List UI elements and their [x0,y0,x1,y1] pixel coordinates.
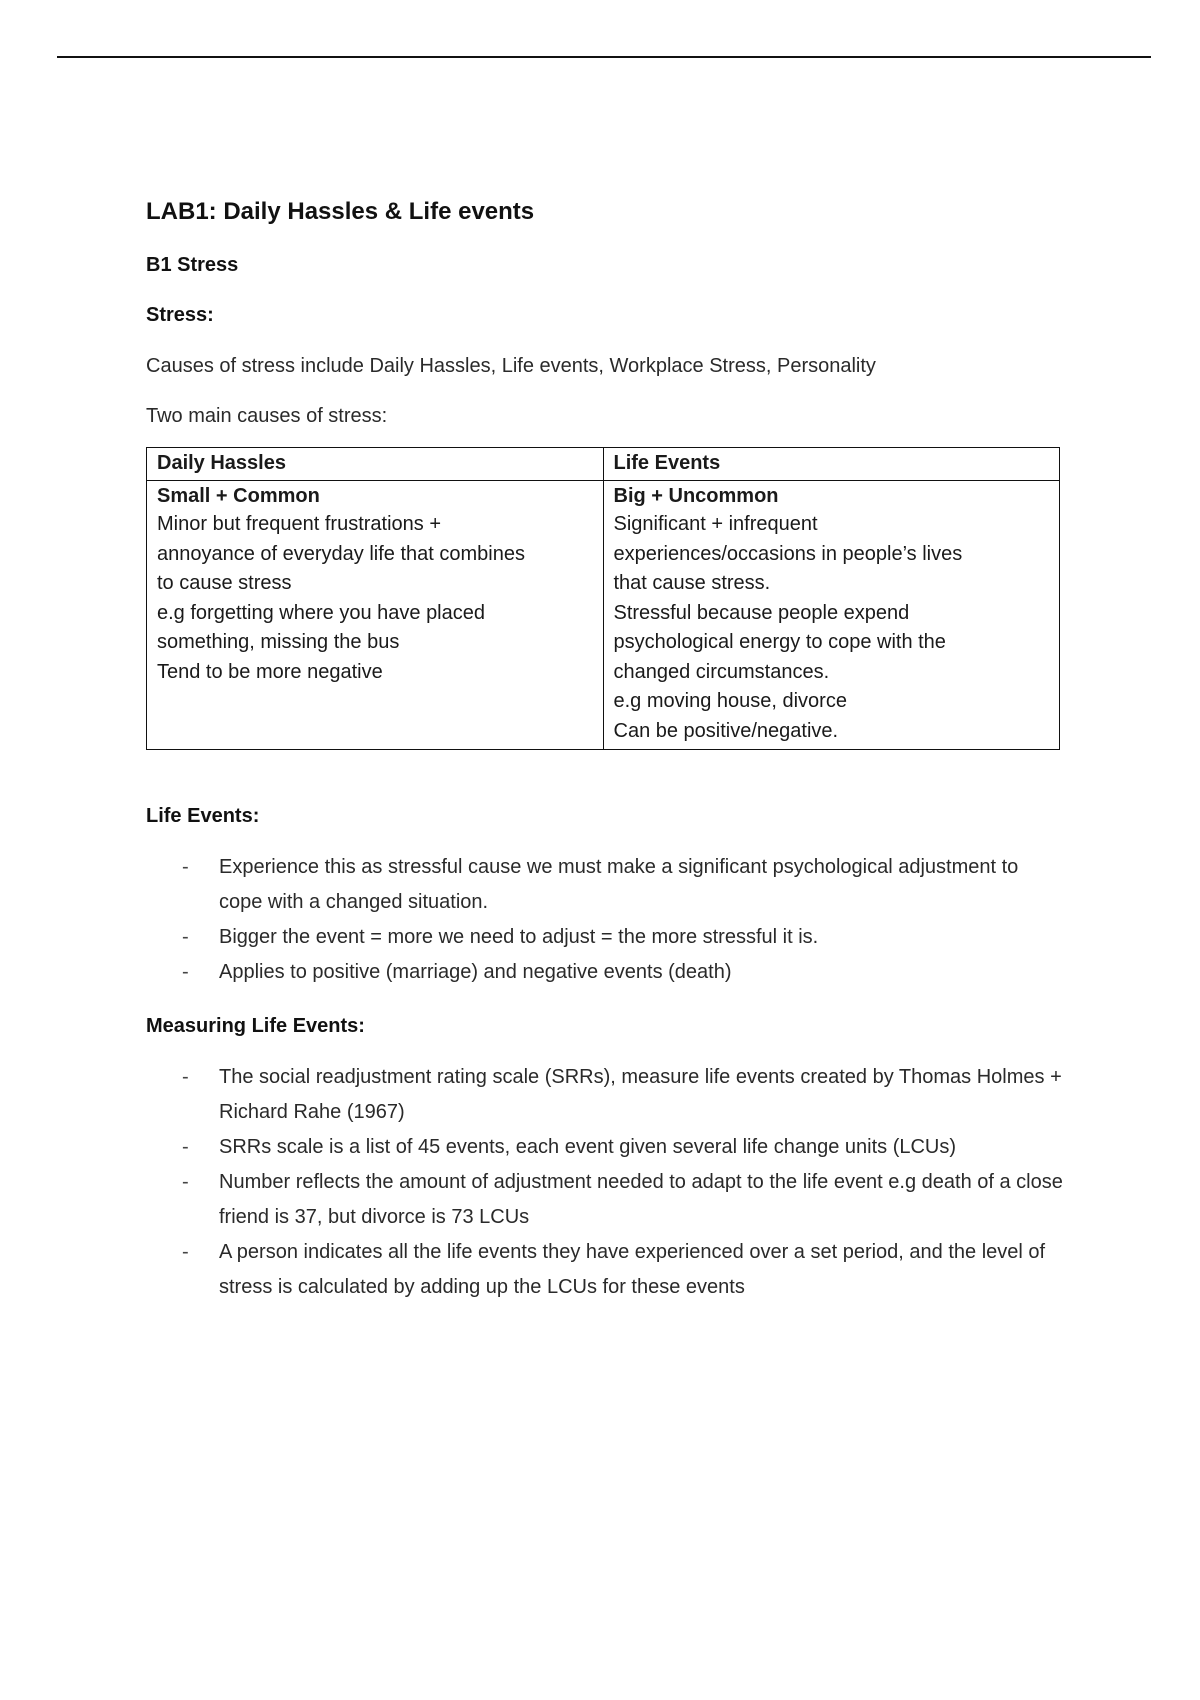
header-daily-hassles: Daily Hassles [147,448,604,481]
measuring-list [146,1060,1066,1305]
cell-line: annoyance of everyday life that combines [157,542,525,565]
list-item [146,1130,1066,1165]
cell-line: changed circumstances. [613,660,830,683]
dash-bullet: - [182,1136,189,1158]
cell-line: to cause stress [157,572,292,594]
cell-line: Stressful because people expend [613,601,910,624]
list-item [146,955,1066,990]
dash-bullet: - [182,1171,189,1193]
cell-life-events [603,481,1060,750]
list-item-text: The social readjustment rating scale (SRRs), measure life events created by Thomas Holmes + Richard Rahe (1967) [219,1066,1062,1123]
causes-paragraph: Causes of stress include Daily Hassles, Life events, Workplace Stress, Personality [146,355,876,377]
dash-bullet: - [182,1241,189,1263]
dash-bullet: - [182,926,189,948]
measuring-life-events-heading: Measuring Life Events: [146,1015,365,1037]
cell-line: Tend to be more negative [157,660,383,683]
section-label: B1 Stress [146,254,239,276]
document-title: LAB1: Daily Hassles & Life events [146,198,535,225]
list-item [146,1060,1066,1130]
life-events-list [146,850,1066,990]
list-item-text: SRRs scale is a list of 45 events, each event given several life change units (LCUs) [219,1136,957,1158]
cell-line: e.g forgetting where you have placed [157,601,485,624]
cell-heading: Small + Common [157,485,320,507]
list-item [146,920,1066,955]
cell-heading: Big + Uncommon [613,485,779,507]
list-item [146,1165,1066,1235]
header-life-events: Life Events [603,448,1060,481]
two-main-causes-paragraph: Two main causes of stress: [146,405,388,427]
table-header-row [147,448,1060,481]
cell-daily-hassles [147,481,604,750]
cell-line: Can be positive/negative. [613,719,839,742]
list-item-text: A person indicates all the life events they have experienced over a set period, and the level of stress is calculated by adding up the LCUs for these events [219,1241,1046,1298]
cell-line: Significant + infrequent [613,513,818,535]
life-events-heading: Life Events: [146,805,260,827]
list-item [146,850,1066,920]
stress-heading: Stress: [146,304,214,326]
dash-bullet: - [182,961,189,983]
cell-line: something, missing the bus [157,631,400,653]
causes-table [146,447,1060,750]
cell-line: experiences/occasions in people’s lives [613,542,963,565]
cell-line: e.g moving house, divorce [613,690,847,712]
list-item-text: Bigger the event = more we need to adjust = the more stressful it is. [219,926,819,948]
list-item [146,1235,1066,1305]
list-item-text: Applies to positive (marriage) and negative events (death) [219,961,732,983]
document-body [146,195,1066,1327]
cell-line: psychological energy to cope with the [613,631,946,653]
dash-bullet: - [182,856,189,878]
list-item-text: Number reflects the amount of adjustment needed to adapt to the life event e.g death of a close friend is 37, but divorce is 73 LCUs [219,1171,1063,1228]
cell-line: Minor but frequent frustrations + [157,513,442,535]
dash-bullet: - [182,1066,189,1088]
header-rule [57,56,1151,58]
cell-line: that cause stress. [613,572,771,594]
list-item-text: Experience this as stressful cause we must make a significant psychological adjustment to cope with a changed situation. [219,856,1019,913]
table-row [147,481,1060,750]
